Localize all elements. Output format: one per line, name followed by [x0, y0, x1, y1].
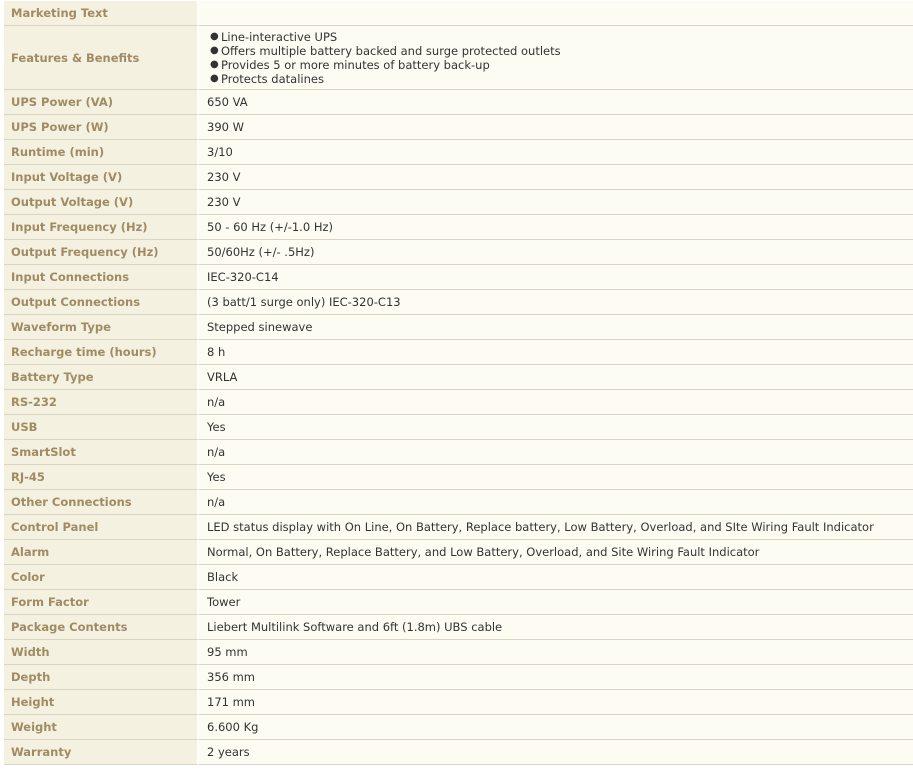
table-row: [4, 565, 913, 590]
spec-label: RJ-45: [4, 465, 199, 490]
feature-text: Provides 5 or more minutes of battery back-up: [221, 57, 490, 72]
table-row: [4, 340, 913, 365]
spec-value: 95 mm: [199, 640, 913, 665]
spec-value: Yes: [199, 415, 913, 440]
table-row: [4, 490, 913, 515]
spec-label: Warranty: [4, 740, 199, 765]
bullet-icon: ●: [210, 30, 219, 42]
table-row: [4, 615, 913, 640]
table-row: [4, 715, 913, 740]
spec-table: [4, 1, 913, 765]
spec-value: Stepped sinewave: [199, 315, 913, 340]
spec-value: (3 batt/1 surge only) IEC-320-C13: [199, 290, 913, 315]
spec-label: RS-232: [4, 390, 199, 415]
table-row: [4, 165, 913, 190]
table-row: [4, 515, 913, 540]
spec-value: 650 VA: [199, 90, 913, 115]
table-row: [4, 440, 913, 465]
table-row: [4, 315, 913, 340]
spec-label: Recharge time (hours): [4, 340, 199, 365]
spec-label: Input Frequency (Hz): [4, 215, 199, 240]
spec-label: Runtime (min): [4, 140, 199, 165]
spec-label: Depth: [4, 665, 199, 690]
spec-label: Output Connections: [4, 290, 199, 315]
feature-text: Protects datalines: [221, 71, 324, 86]
spec-label: Color: [4, 565, 199, 590]
table-row: [4, 115, 913, 140]
table-row: [4, 740, 913, 765]
spec-value: IEC-320-C14: [199, 265, 913, 290]
spec-value: 8 h: [199, 340, 913, 365]
table-row: [4, 590, 913, 615]
spec-value: 230 V: [199, 165, 913, 190]
spec-label: Features & Benefits: [4, 26, 199, 90]
spec-value: 6.600 Kg: [199, 715, 913, 740]
spec-value: 50 - 60 Hz (+/-1.0 Hz): [199, 215, 913, 240]
table-row: [4, 465, 913, 490]
spec-label: Output Frequency (Hz): [4, 240, 199, 265]
table-row: [4, 665, 913, 690]
spec-value: 50/60Hz (+/- .5Hz): [199, 240, 913, 265]
feature-text: Line-interactive UPS: [221, 29, 338, 44]
table-row: [4, 365, 913, 390]
spec-label: Output Voltage (V): [4, 190, 199, 215]
feature-item: [207, 58, 913, 72]
spec-label: Alarm: [4, 540, 199, 565]
spec-value: VRLA: [199, 365, 913, 390]
table-row: [4, 265, 913, 290]
spec-value: n/a: [199, 490, 913, 515]
spec-label: UPS Power (VA): [4, 90, 199, 115]
table-row: [4, 690, 913, 715]
spec-label: Height: [4, 690, 199, 715]
table-row: [4, 90, 913, 115]
table-row: [4, 415, 913, 440]
features-list: [207, 30, 913, 86]
spec-value: 230 V: [199, 190, 913, 215]
spec-value: 390 W: [199, 115, 913, 140]
spec-value: LED status display with On Line, On Battery, Replace battery, Low Battery, Overload, and SIte Wiring Fault Indicator: [199, 515, 913, 540]
table-row: [4, 140, 913, 165]
spec-value: n/a: [199, 440, 913, 465]
bullet-icon: ●: [210, 44, 219, 56]
spec-label: USB: [4, 415, 199, 440]
spec-label: Input Connections: [4, 265, 199, 290]
table-row: [4, 215, 913, 240]
spec-label: Marketing Text: [4, 1, 199, 26]
spec-label: SmartSlot: [4, 440, 199, 465]
feature-text: Offers multiple battery backed and surge protected outlets: [221, 43, 561, 58]
spec-label: UPS Power (W): [4, 115, 199, 140]
spec-value: Yes: [199, 465, 913, 490]
spec-label: Waveform Type: [4, 315, 199, 340]
table-row: [4, 290, 913, 315]
feature-item: [207, 72, 913, 86]
spec-value: Liebert Multilink Software and 6ft (1.8m) UBS cable: [199, 615, 913, 640]
spec-row-features: [4, 26, 913, 90]
table-row: [4, 190, 913, 215]
table-row: [4, 540, 913, 565]
table-row: [4, 640, 913, 665]
spec-label: Control Panel: [4, 515, 199, 540]
feature-item: [207, 30, 913, 44]
spec-value: [199, 1, 913, 26]
spec-label: Battery Type: [4, 365, 199, 390]
spec-label: Other Connections: [4, 490, 199, 515]
bullet-icon: ●: [210, 72, 219, 84]
spec-label: Width: [4, 640, 199, 665]
spec-label: Input Voltage (V): [4, 165, 199, 190]
spec-value: 171 mm: [199, 690, 913, 715]
spec-value: Normal, On Battery, Replace Battery, and Low Battery, Overload, and Site Wiring Fault Indicator: [199, 540, 913, 565]
spec-value: 3/10: [199, 140, 913, 165]
spec-row-marketing-text: [4, 1, 913, 26]
spec-value: n/a: [199, 390, 913, 415]
spec-value: Tower: [199, 590, 913, 615]
bullet-icon: ●: [210, 58, 219, 70]
spec-value: 356 mm: [199, 665, 913, 690]
table-row: [4, 390, 913, 415]
spec-label: Form Factor: [4, 590, 199, 615]
feature-item: [207, 44, 913, 58]
spec-value: Black: [199, 565, 913, 590]
spec-label: Weight: [4, 715, 199, 740]
spec-label: Package Contents: [4, 615, 199, 640]
spec-value-features: [199, 26, 913, 90]
table-row: [4, 240, 913, 265]
spec-value: 2 years: [199, 740, 913, 765]
